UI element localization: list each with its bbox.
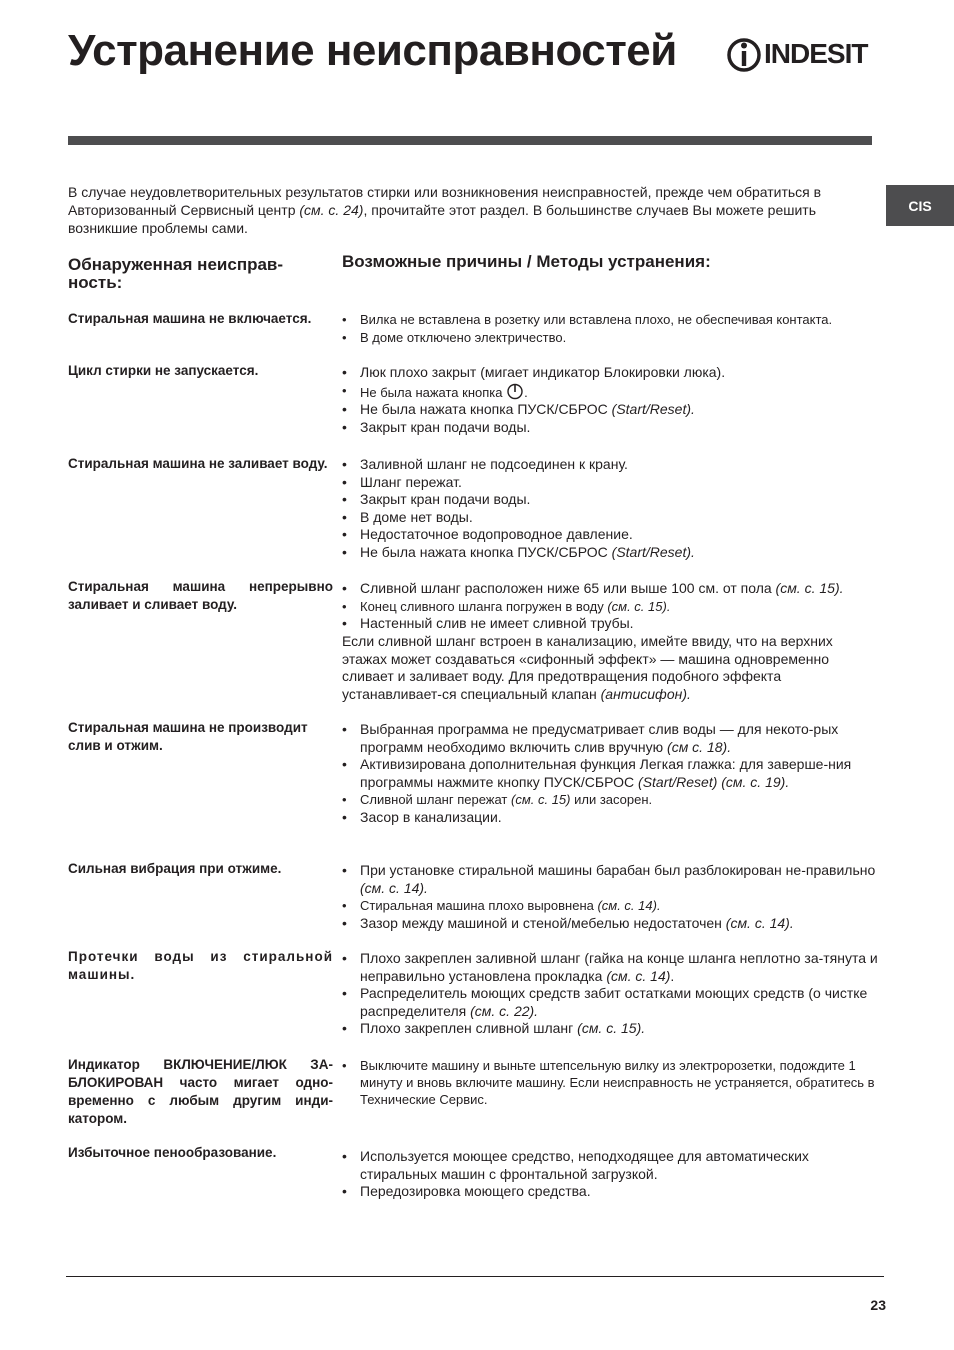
problem-label: Стиральная машина не производит слив и отжим. bbox=[68, 720, 308, 753]
cause-ref: (Start/Reset). bbox=[611, 543, 695, 560]
causes-list bbox=[342, 950, 882, 1038]
cause-text: Используется моющее средство, неподходящее для автоматических стиральных машин с фронтальной загрузкой. bbox=[360, 1148, 809, 1182]
intro-paragraph bbox=[68, 183, 878, 237]
problem-label: Цикл стирки не запускается. bbox=[68, 363, 259, 378]
cause-text: Настенный слив не имеет сливной трубы. bbox=[360, 615, 634, 632]
cause-item bbox=[342, 419, 882, 437]
cause-item bbox=[342, 1183, 882, 1201]
cause-item bbox=[342, 809, 882, 827]
cause-item bbox=[342, 456, 882, 474]
intro-text-2: , прочитайте этот раздел. В большинстве случаев Вы можете решить возникшие проблемы сами. bbox=[68, 202, 817, 236]
cause-text: Шланг пережат. bbox=[360, 473, 462, 490]
cause-ref: (см с. 18). bbox=[667, 738, 732, 755]
problem-label: Стиральная машина непрерывно заливает и сливает воду. bbox=[68, 579, 333, 612]
cause-ref: (см. с. 14). bbox=[360, 879, 428, 896]
problem-label: Индикатор ВКЛЮЧЕНИЕ/ЛЮК ЗА-БЛОКИРОВАН часто мигает одно-временно с любым другим инди-катором. bbox=[68, 1057, 333, 1126]
cause-text: Недостаточное водопроводное давление. bbox=[360, 526, 633, 543]
cause-after: или засорен. bbox=[570, 792, 653, 808]
language-tab-label: CIS bbox=[908, 197, 932, 214]
cause-item bbox=[342, 509, 882, 527]
cause-text: Не была нажата кнопка ПУСК/СБРОС bbox=[360, 543, 612, 560]
cause-item bbox=[342, 526, 882, 544]
cause-item bbox=[342, 598, 882, 616]
power-logo-icon bbox=[726, 34, 762, 74]
cause-text: Люк плохо закрыт (мигает индикатор Блокировки люка). bbox=[360, 364, 726, 380]
problem-column-heading: Обнаруженная неисправ-ность: bbox=[68, 255, 284, 292]
cause-item bbox=[342, 1148, 882, 1183]
cause-text: Передозировка моющего средства. bbox=[360, 1183, 591, 1200]
causes-list bbox=[342, 862, 882, 932]
cause-item bbox=[342, 491, 882, 509]
cause-text: В доме нет воды. bbox=[360, 508, 473, 525]
cause-text: Стиральная машина плохо выровнена bbox=[360, 898, 598, 914]
cause-text: Выбранная программа не предусматривает слив воды — для некото-рых программ необходимо включить слив вручную bbox=[360, 721, 839, 755]
causes-list bbox=[342, 721, 882, 827]
cause-item bbox=[342, 544, 882, 562]
power-button-icon bbox=[506, 382, 524, 400]
cause-item bbox=[342, 474, 882, 492]
problem-label: Стиральная машина не заливает воду. bbox=[68, 456, 328, 471]
page-title: Устранение неисправностей bbox=[68, 26, 677, 75]
cause-item bbox=[342, 791, 882, 809]
cause-text: Закрыт кран подачи воды. bbox=[360, 491, 531, 508]
problem-label: Избыточное пенообразование. bbox=[68, 1145, 277, 1160]
cause-text: Плохо закреплен сливной шланг bbox=[360, 1020, 578, 1037]
cause-item bbox=[342, 862, 882, 897]
cause-item bbox=[342, 1020, 882, 1038]
cause-text: Вилка не вставлена в розетку или вставлена плохо, не обеспечивая контакта. bbox=[360, 312, 833, 327]
cause-ref: (Start/Reset). bbox=[611, 401, 695, 418]
cause-ref: (см. с. 15) bbox=[511, 792, 571, 808]
causes-list bbox=[342, 1148, 882, 1201]
cause-ref: (см. с. 14) bbox=[606, 967, 671, 984]
cause-text: Засор в канализации. bbox=[360, 808, 502, 825]
cause-text: Заливной шланг не подсоединен к крану. bbox=[360, 456, 628, 472]
cause-text: Активизирована дополнительная функция Легкая глажка: для заверше-ния программы нажмите кнопку ПУСК/СБРОС bbox=[360, 756, 852, 790]
cause-item bbox=[342, 364, 882, 382]
causes-list bbox=[342, 311, 882, 346]
cause-text: Выключите машину и выньте штепсельную вилку из электророзетки, подождите 1 минуту и вновь включите машину. Если неисправность не устраняется, обратитесь в Технические Сервис. bbox=[360, 1058, 875, 1107]
cause-text: В доме отключено электричество. bbox=[360, 329, 567, 345]
intro-ref: (см. с. 24) bbox=[299, 202, 364, 218]
note-ref: (антисифон). bbox=[600, 685, 691, 702]
cause-ref: (см. с. 14). bbox=[725, 914, 794, 931]
header-divider bbox=[68, 136, 872, 145]
cause-item bbox=[342, 580, 882, 598]
cause-item bbox=[342, 915, 882, 933]
page-number: 23 bbox=[870, 1297, 886, 1313]
problem-label: Сильная вибрация при отжиме. bbox=[68, 861, 282, 876]
cause-item bbox=[342, 311, 882, 329]
causes-column-heading: Возможные причины / Методы устранения: bbox=[342, 252, 711, 271]
cause-ref: (см. с. 15). bbox=[607, 598, 671, 614]
cause-text: Распределитель моющих средств забит остатками моющих средств (о чистке распределителя bbox=[360, 985, 868, 1019]
cause-item bbox=[342, 985, 882, 1020]
cause-after: . bbox=[670, 967, 675, 984]
cause-ref: (см. с. 15). bbox=[775, 580, 844, 596]
cause-text: Плохо закреплен заливной шланг (гайка на конце шланга неплотно за-тянута и неправильно установлена прокладка bbox=[360, 950, 878, 984]
cause-ref: (Start/Reset) (см. с. 19). bbox=[638, 773, 790, 790]
cause-item bbox=[342, 897, 882, 915]
note-text: Если сливной шланг встроен в канализацию, имейте ввиду, что на верхних этажах может создаваться «сифонный эффект» — машина одновременно сливает и заливает воду. Для предотвращения подобного эффекта устанавливает-ся специальный клапан bbox=[342, 633, 833, 702]
cause-item bbox=[342, 721, 882, 756]
cause-item bbox=[342, 1057, 882, 1108]
causes-list bbox=[342, 456, 882, 562]
brand-logo bbox=[726, 34, 892, 74]
cause-text: Зазор между машиной и стеной/мебелью недостаточен bbox=[360, 914, 726, 931]
footer-divider bbox=[66, 1276, 884, 1277]
causes-list bbox=[342, 364, 882, 436]
causes-list bbox=[342, 1057, 882, 1108]
cause-ref: (см. с. 22). bbox=[470, 1002, 539, 1019]
cause-text: Не была нажата кнопка ПУСК/СБРОС bbox=[360, 401, 612, 418]
cause-text: Сливной шланг пережат bbox=[360, 792, 511, 808]
cause-text: Конец сливного шланга погружен в воду bbox=[360, 598, 608, 614]
language-tab bbox=[886, 185, 954, 226]
causes-list bbox=[342, 580, 882, 633]
cause-text: Сливной шланг расположен ниже 65 или выше 100 см. от пола bbox=[360, 580, 776, 596]
cause-item bbox=[342, 401, 882, 419]
cause-text: При установке стиральной машины барабан был разблокирован не-правильно bbox=[360, 862, 876, 878]
cause-item bbox=[342, 615, 882, 633]
siphon-note bbox=[342, 633, 877, 703]
cause-text: Не была нажата кнопка bbox=[360, 384, 503, 400]
intro-text-1: В случае неудовлетворительных результатов стирки или возникновения неисправностей, прежде чем обратиться в Авторизованный Сервисный центр bbox=[68, 184, 822, 218]
cause-text: Закрыт кран подачи воды. bbox=[360, 418, 531, 435]
cause-ref: (см. с. 15). bbox=[577, 1020, 646, 1037]
problem-label: Протечки воды из стиральной машины. bbox=[68, 949, 333, 982]
cause-item bbox=[342, 950, 882, 985]
cause-item bbox=[342, 382, 882, 402]
cause-suffix: . bbox=[524, 384, 528, 400]
problem-label: Стиральная машина не включается. bbox=[68, 311, 312, 326]
cause-item bbox=[342, 329, 882, 347]
cause-ref: (см. с. 14). bbox=[597, 898, 661, 914]
brand-logo-text: INDESIT bbox=[764, 38, 868, 69]
cause-item bbox=[342, 756, 882, 791]
